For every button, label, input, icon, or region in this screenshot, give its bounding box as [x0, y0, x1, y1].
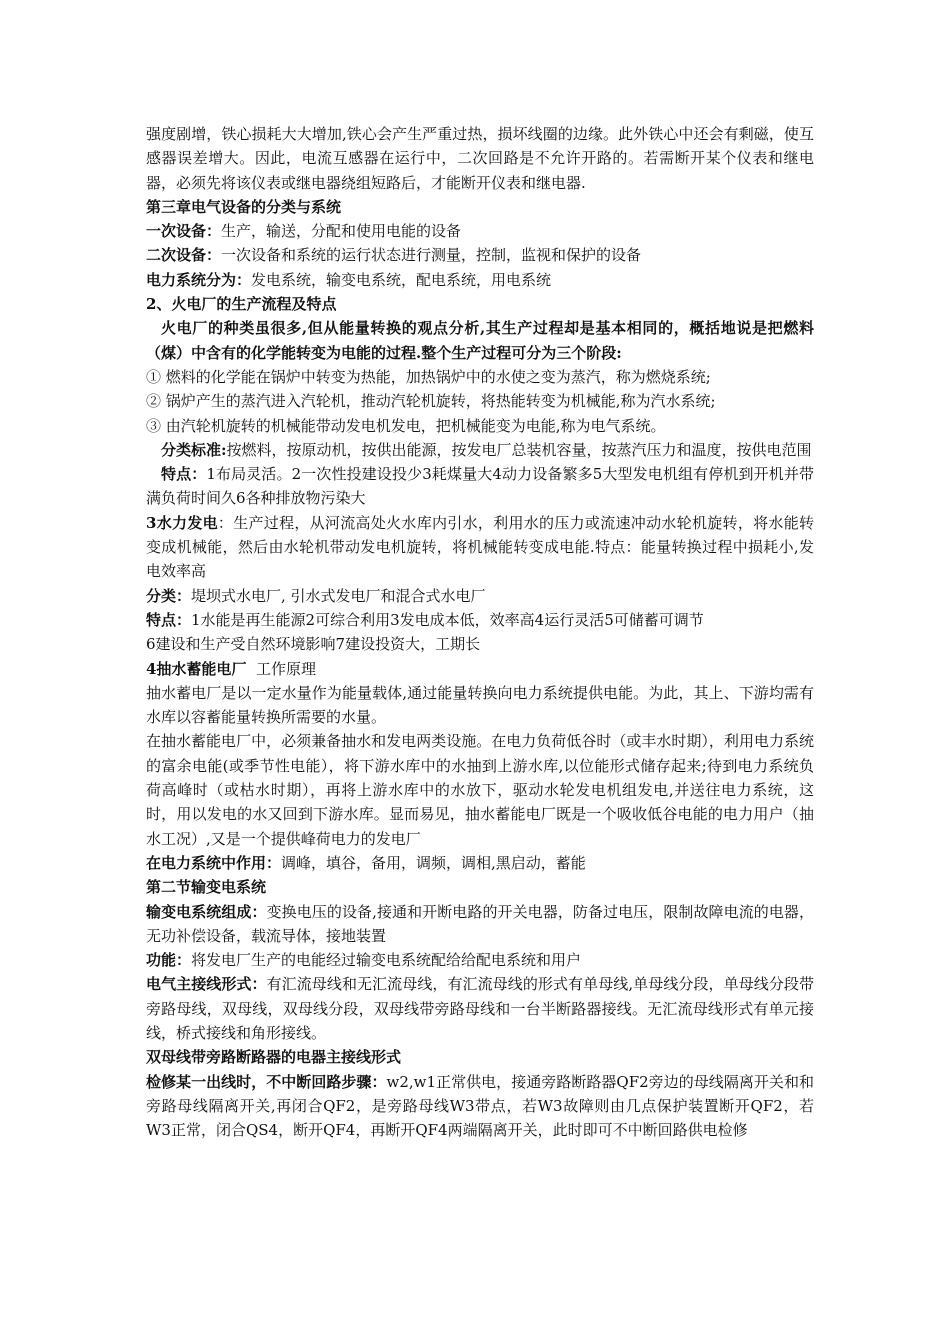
hydro-power [146, 511, 814, 584]
pumped-storage-p2: 在抽水蓄能电厂中，必须兼备抽水和发电两类设施。在电力负荷低谷时（或丰水时期），利用电力系统的富余电能(或季节性电能），将下游水库中的水抽到上游水库,以位能形式储存起来;待到电力系统负荷高峰时（或枯水时期），再将上游水库中的水放下，驱动水轮发电机组发电,并送往电力系统，这时，用以发电的水又回到下游水库。显而易见，抽水蓄能电厂既是一个吸收低谷电能的电力用户（抽水工况）,又是一个提供峰荷电力的发电厂 [146, 732, 814, 848]
label: 二次设备： [146, 246, 222, 265]
text: 发电系统，输变电系统，配电系统，用电系统 [251, 270, 552, 289]
label: 特点： [161, 465, 207, 484]
classification-standard [146, 438, 814, 462]
function [146, 948, 814, 972]
thermal-intro: 火电厂的种类虽很多,但从能量转换的观点分析,其生产过程却是基本相同的，概括地说是把燃料（煤）中含有的化学能转变为电能的过程.整个生产过程可分为三个阶段: [146, 319, 814, 362]
hydro-features-cont: 6建设和生产受自然环境影响7建设投资大，工期长 [146, 635, 481, 654]
heading-thermal-plant: 2、火电厂的生产流程及特点 [146, 295, 337, 314]
transmission-composition [146, 900, 814, 949]
heading-double-bus: 双母线带旁路断路器的电器主接线形式 [146, 1048, 402, 1067]
text: ：生产过程，从河流高处火水库内引水，利用水的压力或流速冲动水轮机旋转，将水能转变成机械能，然后由水轮机带动发电机旋转，将机械能转变成电能.特点：能量转换过程中损耗小,发电效率高 [146, 513, 814, 581]
label: 4抽水蓄能电厂 [146, 659, 247, 678]
label: 3水力发电 [146, 513, 218, 532]
hydro-classification [146, 584, 814, 608]
stage-2: ② 锅炉产生的蒸汽进入汽轮机，推动汽轮机旋转，将热能转变为机械能,称为汽水系统; [146, 392, 716, 411]
label: 检修某一出线时，不中断回路步骤： [146, 1072, 387, 1091]
text: 堤坝式水电厂, 引水式发电厂和混合式水电厂 [191, 586, 486, 605]
hydro-features [146, 608, 814, 632]
text: 生产，输送，分配和使用电能的设备 [221, 222, 462, 241]
text: 按燃料，按原动机，按供出能源，按发电厂总装机容量，按蒸汽压力和温度，按供电范围 [226, 440, 812, 459]
stage-3: ③ 由汽轮机旋转的机械能带动发电机发电，把机械能变为电能,称为电气系统。 [146, 416, 666, 435]
label: 功能： [146, 951, 192, 970]
document-page [146, 122, 814, 1142]
text: 有汇流母线和无汇流母线，有汇流母线的形式有单母线,单母线分段，单母线分段带旁路母线，双母线，双母线分段，双母线带旁路母线和一台半断路器接线。无汇流母线形式有单元接线，桥式接线和角形接线。 [146, 975, 814, 1042]
pumped-storage-role [146, 851, 814, 875]
text: 1布局灵活。2一次性投建设投少3耗煤量大4动力设备繁多5大型发电机组有停机到开机并带满负荷时间久6各种排放物污染大 [146, 465, 814, 508]
label: 在电力系统中作用： [146, 853, 282, 872]
repair-steps [146, 1070, 814, 1143]
def-secondary-equipment [146, 243, 814, 267]
def-primary-equipment [146, 219, 814, 243]
text: 1水能是再生能源2可综合利用3发电成本低，效率高4运行灵活5可储蓄可调节 [191, 610, 704, 629]
text: 将发电厂生产的电能经过输变电系统配给给配电系统和用户 [191, 951, 582, 970]
label: 电气主接线形式： [146, 975, 267, 994]
label: 分类： [146, 586, 192, 605]
heading-chapter-3: 第三章电气设备的分类与系统 [146, 197, 342, 216]
label: 一次设备： [146, 222, 222, 241]
label: 电力系统分为： [146, 270, 252, 289]
paragraph-ct-opencircuit: 强度剧增，铁心损耗大大增加,铁心会产生严重过热，损坏线圈的边缘。此外铁心中还会有剩磁，使互感器误差增大。因此，电流互感器在运行中，二次回路是不允许开路的。若需断开某个仪表和继电器，必须先将该仪表或继电器绕组短路后，才能断开仪表和继电器. [146, 125, 814, 192]
main-wiring-forms [146, 972, 814, 1045]
thermal-features [146, 462, 814, 511]
pumped-storage-heading [146, 657, 814, 681]
text: 工作原理 [246, 659, 316, 678]
text: 调峰，填谷，备用，调频，调相,黑启动，蓄能 [281, 853, 586, 872]
label: 输变电系统组成： [146, 902, 267, 921]
heading-section-2: 第二节输变电系统 [146, 878, 267, 897]
label: 分类标准: [161, 440, 227, 459]
text: 变换电压的设备,接通和开断电路的开关电器，防备过电压，限制故障电流的电器，无功补偿设备，载流导体，接地装置 [146, 902, 814, 945]
def-power-system [146, 268, 814, 292]
label: 特点： [146, 610, 192, 629]
pumped-storage-p1: 抽水蓄电厂是以一定水量作为能量载体,通过能量转换向电力系统提供电能。为此，其上、下游均需有水库以容蓄能量转换所需要的水量。 [146, 683, 814, 727]
text: w2,w1正常供电，接通旁路断路器QF2旁边的母线隔离开关和和旁路母线隔离开关,再闭合QF2，是旁路母线W3带点，若W3故障则由几点保护装置断开QF2，若W3正常，闭合QS4，断开QF4，再断开QF4两端隔离开关，此时即可不中断回路供电检修 [146, 1072, 814, 1140]
stage-1: ① 燃料的化学能在锅炉中转变为热能，加热锅炉中的水使之变为蒸汽，称为燃烧系统; [146, 367, 711, 386]
text: 一次设备和系统的运行状态进行测量，控制，监视和保护的设备 [221, 246, 642, 265]
